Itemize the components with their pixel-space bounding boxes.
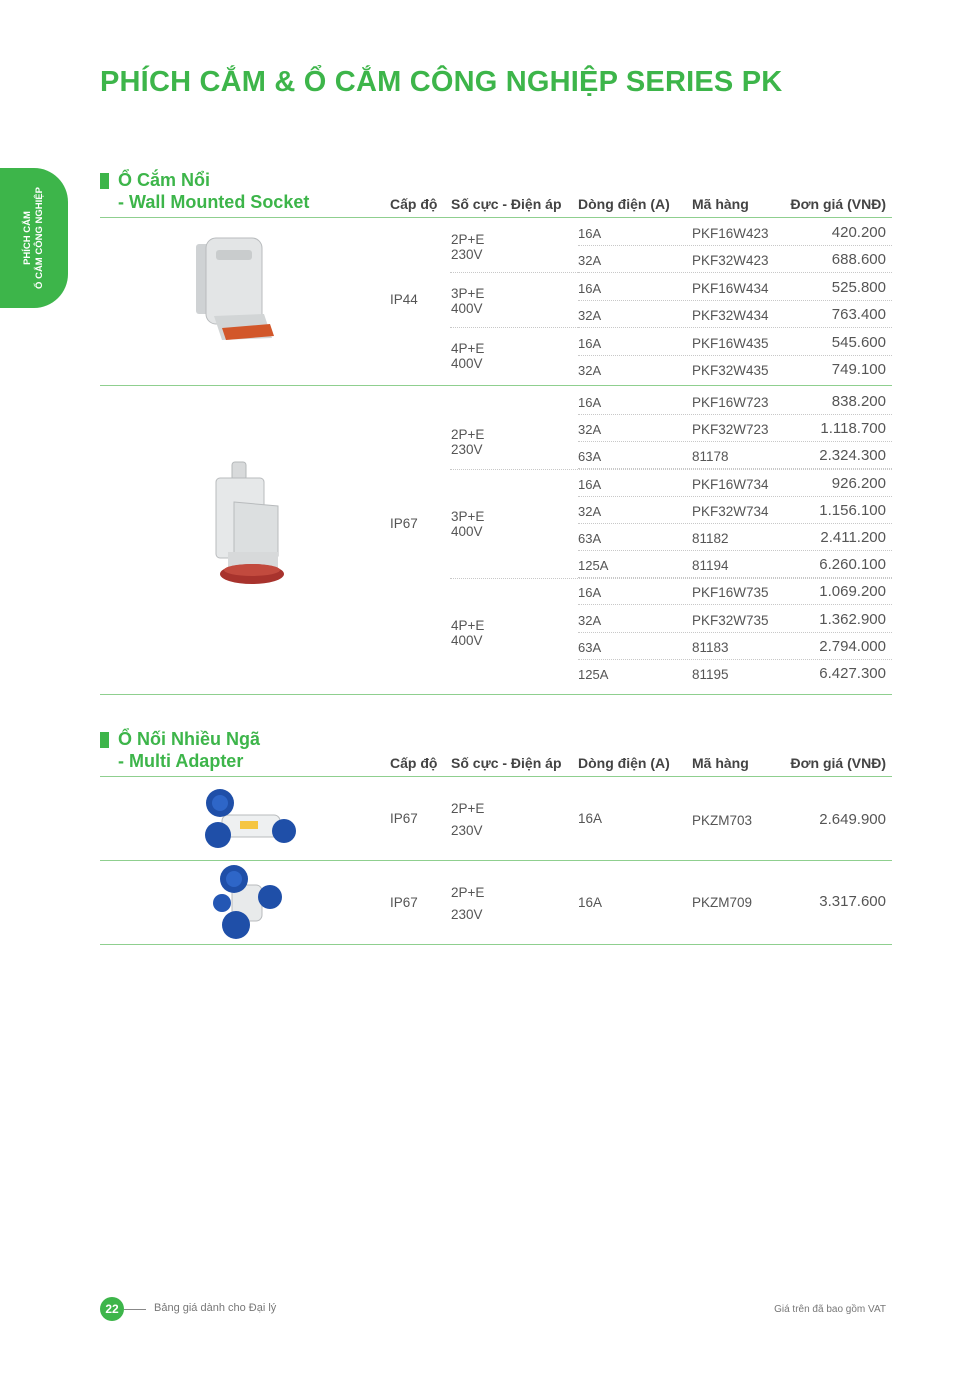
table-row: 125A 81195 6.427.300 bbox=[578, 665, 886, 682]
wall-socket-ip67-image bbox=[208, 460, 288, 593]
section-title-vn: Ổ Nối Nhiều Ngã bbox=[118, 729, 261, 749]
price: 2.649.900 bbox=[819, 811, 886, 828]
multi-adapter-section bbox=[100, 729, 892, 945]
pole-voltage: 2P+E 230V bbox=[451, 427, 485, 457]
section-marker bbox=[100, 732, 109, 748]
ip-grade: IP67 bbox=[390, 895, 418, 910]
current: 16A bbox=[578, 811, 603, 826]
table-row: 16A PKF16W434 525.800 bbox=[578, 274, 892, 301]
col-grade: Cấp độ bbox=[390, 196, 438, 212]
wall-socket-header bbox=[100, 170, 892, 218]
adapter-row-pkzm709 bbox=[100, 861, 892, 945]
col-poles-voltage: Số cực - Điện áp bbox=[451, 196, 562, 212]
table-row: 16A PKF16W423 420.200 bbox=[578, 219, 892, 246]
table-row: 32A PKF32W423 688.600 bbox=[578, 246, 892, 273]
col-price: Đơn giá (VNĐ) bbox=[790, 755, 886, 771]
pole: 2P+E bbox=[451, 885, 485, 900]
col-poles-voltage: Số cực - Điện áp bbox=[451, 755, 562, 771]
table-row: 16A PKF16W723 838.200 bbox=[578, 388, 892, 415]
col-code: Mã hàng bbox=[692, 755, 749, 771]
pole-voltage: 2P+E 230V bbox=[451, 232, 485, 262]
current: 16A bbox=[578, 895, 603, 910]
adapter-row-pkzm703 bbox=[100, 777, 892, 861]
col-code: Mã hàng bbox=[692, 196, 749, 212]
three-way-cluster-adapter-image bbox=[208, 863, 288, 948]
side-category-tab bbox=[0, 168, 68, 308]
ip-grade: IP67 bbox=[390, 811, 418, 826]
col-price: Đơn giá (VNĐ) bbox=[790, 196, 886, 212]
side-tab-line1: PHÍCH CẮM bbox=[22, 211, 33, 265]
voltage: 230V bbox=[451, 907, 483, 922]
table-row: 32A PKF32W723 1.118.700 bbox=[578, 415, 892, 442]
wall-socket-ip44-image bbox=[192, 236, 282, 351]
product-code: PKZM709 bbox=[692, 895, 753, 910]
col-grade: Cấp độ bbox=[390, 755, 438, 771]
footer-divider bbox=[124, 1309, 146, 1310]
table-row: 32A PKF32W434 763.400 bbox=[578, 301, 892, 328]
footer-right-text: Giá trên đã bao gồm VAT bbox=[774, 1304, 886, 1315]
table-row: 16A PKF16W734 926.200 bbox=[578, 470, 892, 497]
table-row: 16A PKF16W735 1.069.200 bbox=[578, 578, 892, 605]
ip-grade: IP44 bbox=[390, 292, 418, 307]
table-row: 63A 81183 2.794.000 bbox=[578, 633, 892, 660]
three-way-adapter-image bbox=[200, 785, 300, 860]
section-title-en: - Multi Adapter bbox=[118, 751, 244, 771]
table-row: 32A PKF32W735 1.362.900 bbox=[578, 606, 892, 633]
section-title-en: - Wall Mounted Socket bbox=[118, 192, 310, 212]
col-current: Dòng điện (A) bbox=[578, 196, 670, 212]
multi-adapter-header bbox=[100, 729, 892, 777]
section-marker bbox=[100, 173, 109, 189]
col-current: Dòng điện (A) bbox=[578, 755, 670, 771]
ip44-group bbox=[100, 218, 892, 386]
product-code: PKZM703 bbox=[692, 813, 753, 828]
table-row: 63A 81178 2.324.300 bbox=[578, 442, 892, 469]
side-tab-line2: Ổ CẮM CÔNG NGHIỆP bbox=[34, 187, 45, 289]
footer-left-text: Bảng giá dành cho Đại lý bbox=[154, 1302, 277, 1314]
table-row: 32A PKF32W435 749.100 bbox=[578, 361, 886, 378]
voltage: 230V bbox=[451, 823, 483, 838]
pole-voltage: 4P+E 400V bbox=[451, 341, 485, 371]
price: 3.317.600 bbox=[819, 893, 886, 910]
page-title: PHÍCH CẮM & Ổ CẮM CÔNG NGHIỆP SERIES PK bbox=[100, 66, 783, 98]
pole: 2P+E bbox=[451, 801, 485, 816]
side-tab-text bbox=[22, 187, 46, 289]
section-title-vn: Ổ Cắm Nổi bbox=[118, 170, 211, 190]
table-row: 63A 81182 2.411.200 bbox=[578, 524, 892, 551]
ip-grade: IP67 bbox=[390, 516, 418, 531]
ip67-group bbox=[100, 386, 892, 695]
table-row: 32A PKF32W734 1.156.100 bbox=[578, 497, 892, 524]
pole-voltage: 3P+E 400V bbox=[451, 286, 485, 316]
table-row: 125A 81194 6.260.100 bbox=[578, 551, 892, 578]
pole-voltage: 4P+E 400V bbox=[451, 618, 485, 648]
wall-socket-section bbox=[100, 170, 892, 695]
page-number: 22 bbox=[100, 1297, 124, 1321]
table-row: 16A PKF16W435 545.600 bbox=[578, 329, 892, 356]
pole-voltage: 3P+E 400V bbox=[451, 509, 485, 539]
